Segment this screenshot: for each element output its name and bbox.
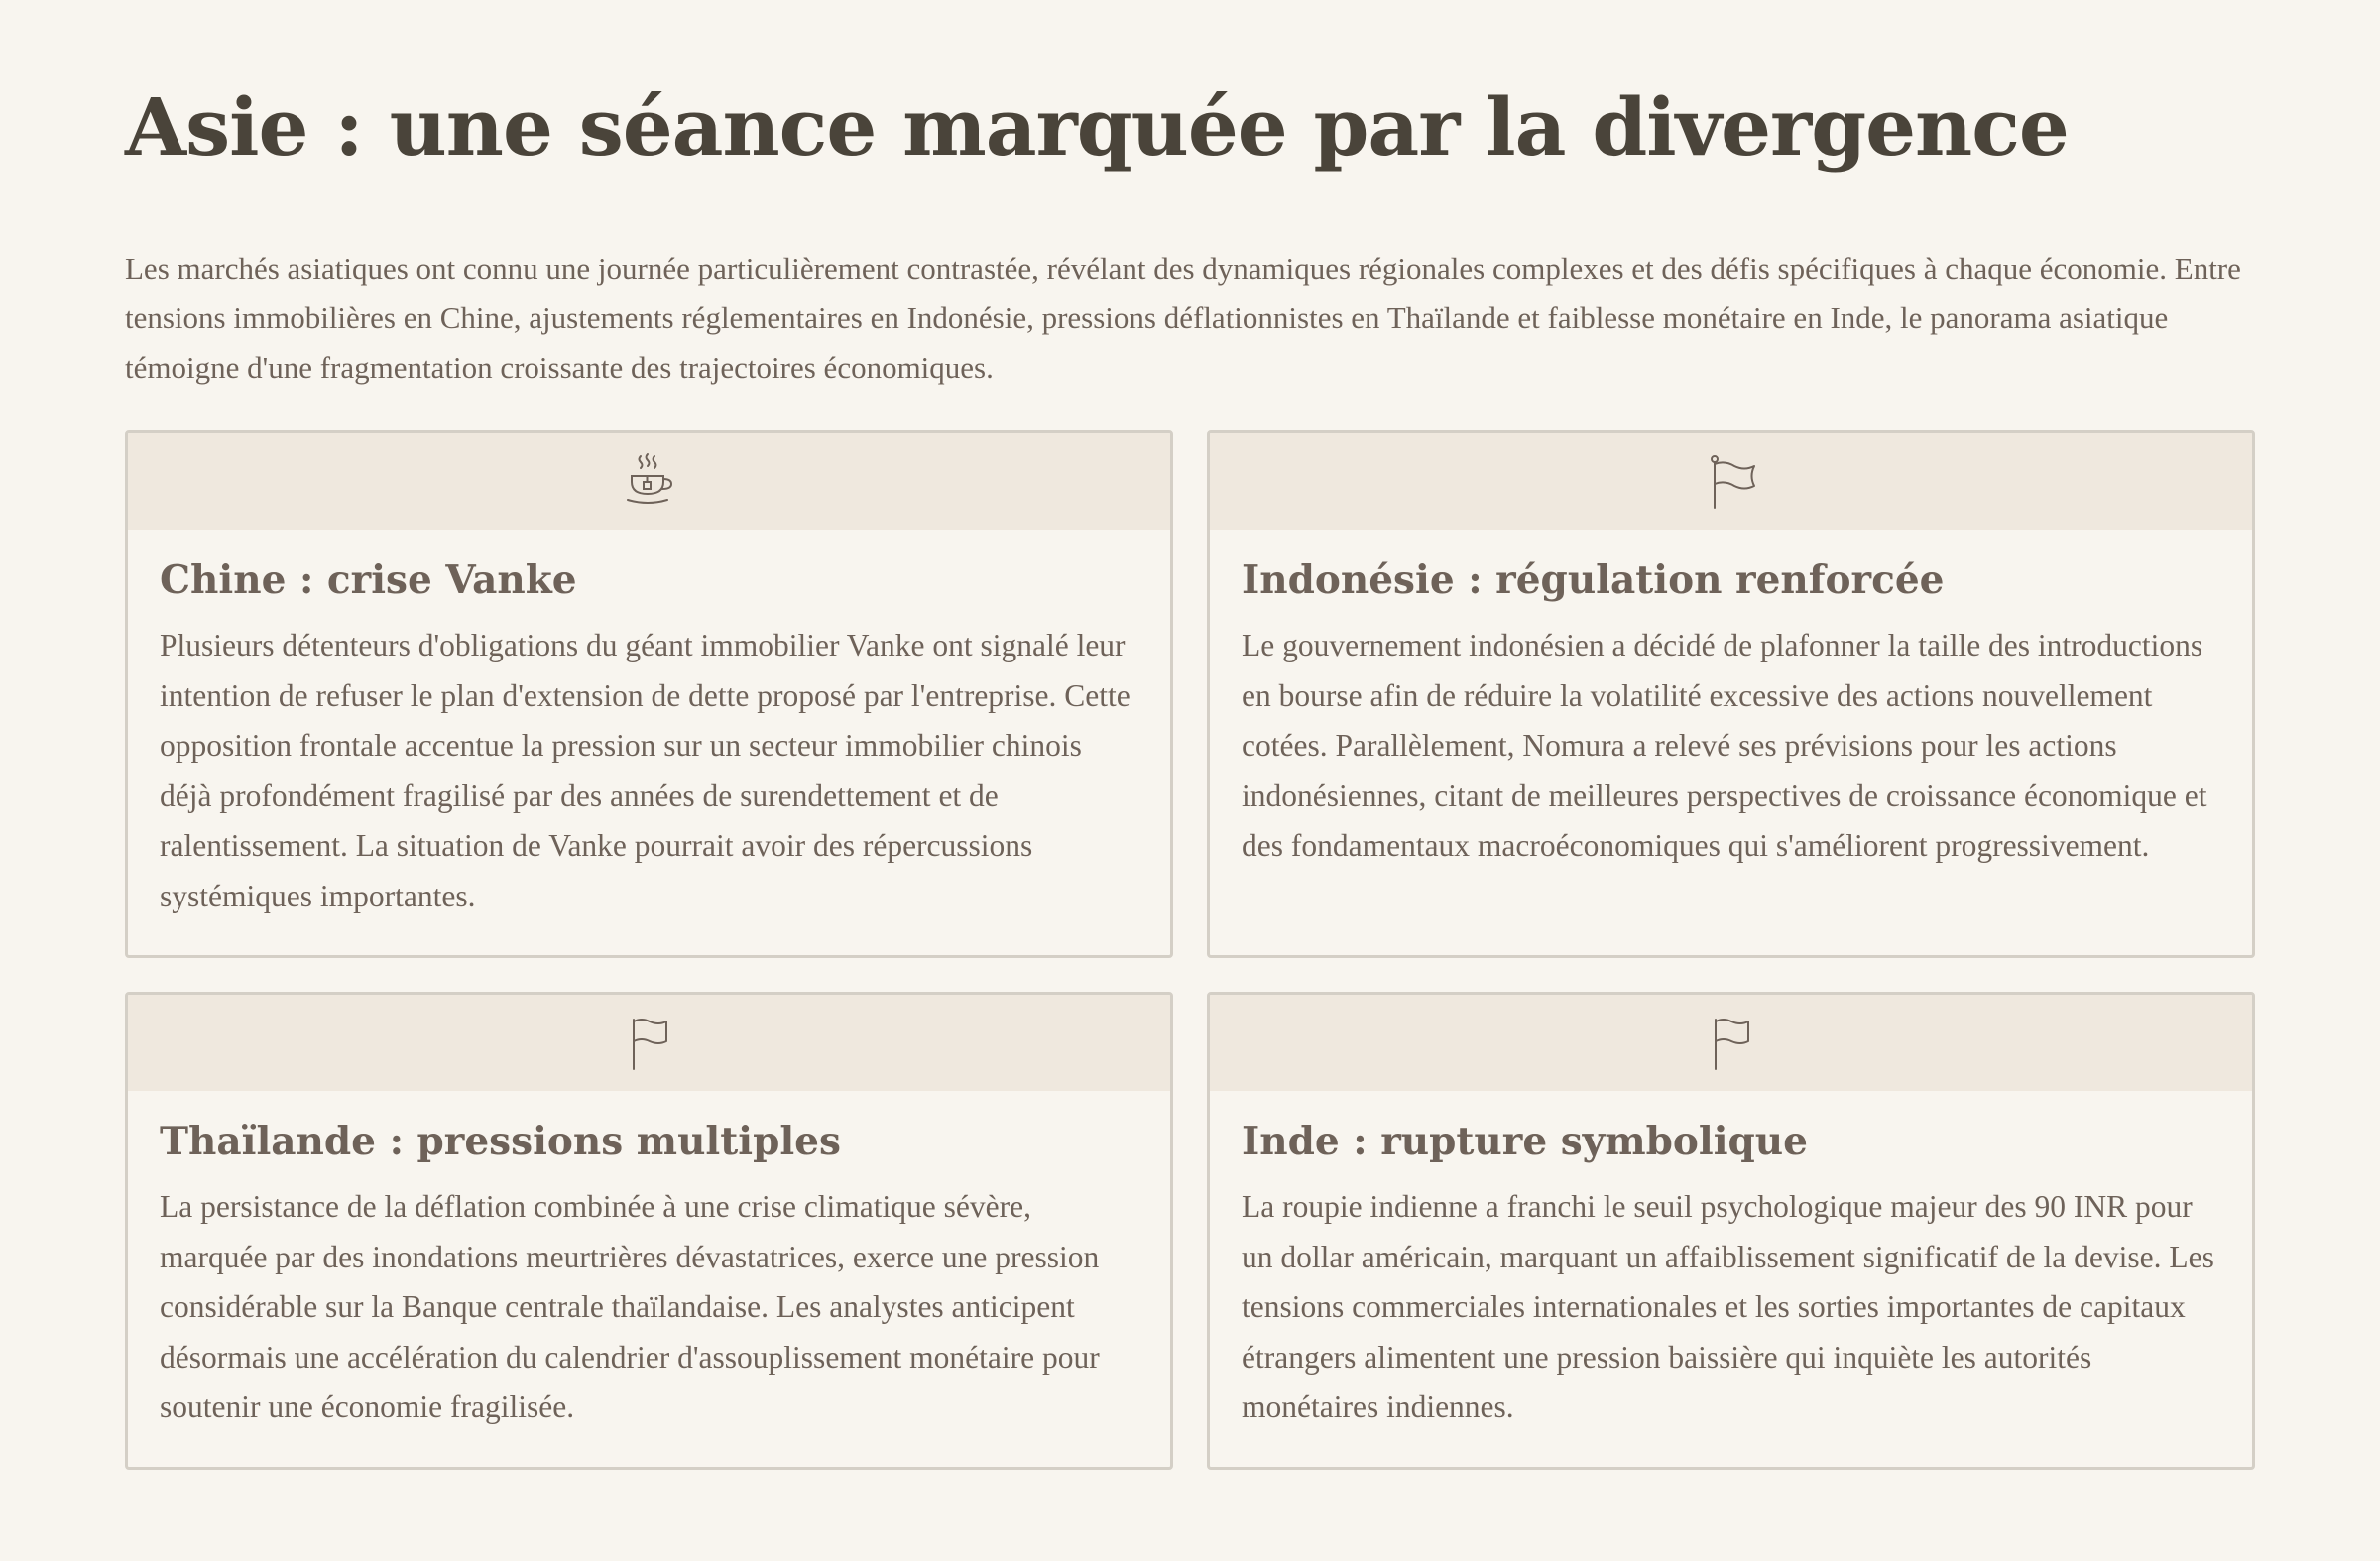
page-title: Asie : une séance marquée par la divergence (125, 80, 2069, 174)
card-title: Thaïlande : pressions multiples (160, 1119, 841, 1164)
flag-icon (624, 1014, 675, 1073)
card-india (1207, 992, 2255, 1470)
flag-icon (1706, 1014, 1757, 1073)
card-body (1210, 1091, 2252, 1467)
card-thailand (125, 992, 1173, 1470)
card-header (1210, 433, 2252, 530)
card-header (128, 995, 1170, 1091)
intro-paragraph: Les marchés asiatiques ont connu une journée particulièrement contrastée, révélant des dynamiques régionales complexes et des défis spécifiques à chaque économie. Entre tensions immobilières en Chine, ajustements réglementaires en Indonésie, pressions déflationnistes en Thaïlande et faiblesse monétaire en Inde, le panorama asiatique témoigne d'une fragmentation croissante des trajectoires économiques. (125, 251, 2241, 385)
card-body (128, 1091, 1170, 1467)
card-china (125, 430, 1173, 958)
card-indonesia (1207, 430, 2255, 958)
card-header (128, 433, 1170, 530)
card-header (1210, 995, 2252, 1091)
card-body (128, 530, 1170, 955)
teacup-icon (624, 452, 675, 512)
card-body (1210, 530, 2252, 905)
card-text: La roupie indienne a franchi le seuil psychologique majeur des 90 INR pour un dollar américain, marquant un affaiblissement significatif de la devise. Les tensions commerciales internationales et les sorties importantes de capitaux étrangers alimentent une pression baissière qui inquiète les autorités monétaires indiennes. (1242, 1189, 2214, 1424)
card-text: Le gouvernement indonésien a décidé de plafonner la taille des introductions en bourse afin de réduire la volatilité excessive des actions nouvellement cotées. Parallèlement, Nomura a relevé ses prévisions pour les actions indonésiennes, citant de meilleures perspectives de croissance économique et des fondamentaux macroéconomiques qui s'améliorent progressivement. (1242, 628, 2207, 863)
flag-icon (1706, 452, 1757, 512)
card-title: Chine : crise Vanke (160, 557, 577, 603)
card-text: Plusieurs détenteurs d'obligations du géant immobilier Vanke ont signalé leur intention de refuser le plan d'extension de dette proposé par l'entreprise. Cette opposition frontale accentue la pression sur un secteur immobilier chinois déjà profondément fragilisé par des années de surendettement et de ralentissement. La situation de Vanke pourrait avoir des répercussions systémiques importantes. (160, 628, 1130, 913)
cards-grid (125, 430, 2255, 1470)
card-text: La persistance de la déflation combinée à une crise climatique sévère, marquée par des inondations meurtrières dévastatrices, exerce une pression considérable sur la Banque centrale thaïlandaise. Les analystes anticipent désormais une accélération du calendrier d'assouplissement monétaire pour soutenir une économie fragilisée. (160, 1189, 1100, 1424)
card-title: Inde : rupture symbolique (1242, 1119, 1808, 1164)
card-title: Indonésie : régulation renforcée (1242, 557, 1945, 603)
